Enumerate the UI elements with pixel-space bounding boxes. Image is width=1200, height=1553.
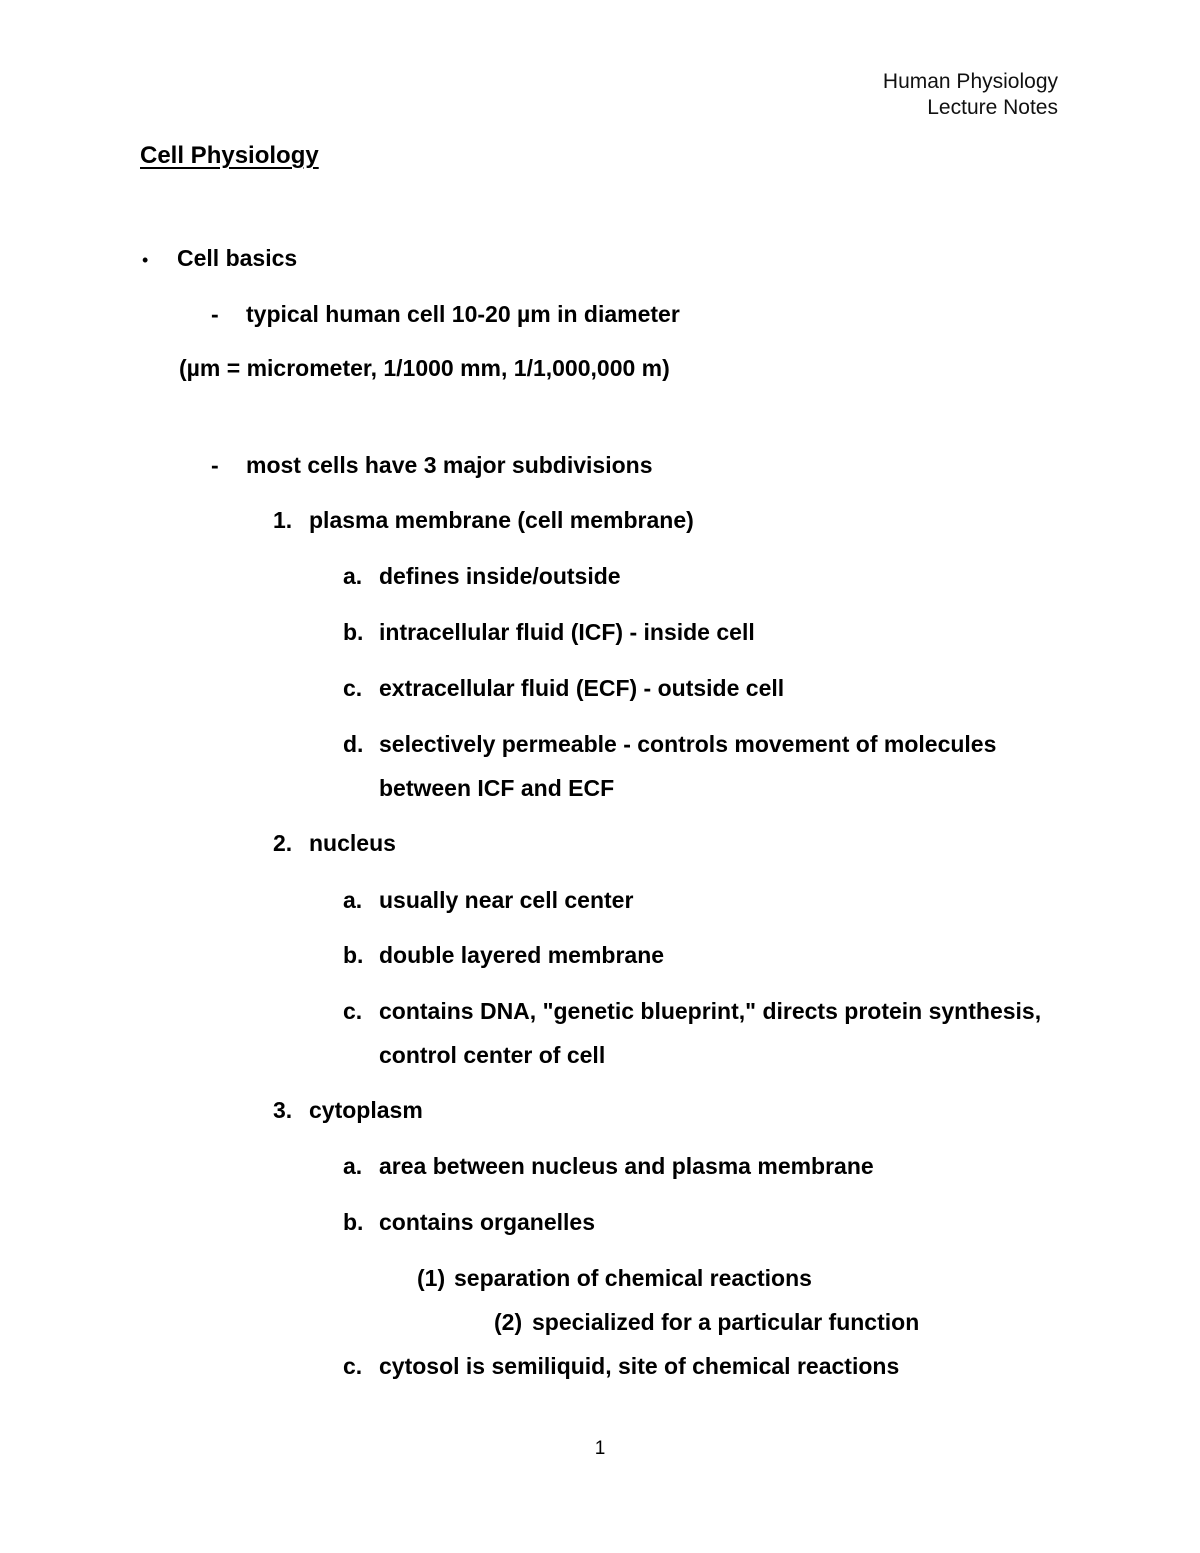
subdivision-nucleus: nucleus (309, 830, 396, 856)
list-letter: a. (343, 563, 363, 589)
list-item: contains DNA, "genetic blueprint," directs protein synthesis, (379, 998, 1042, 1024)
list-letter: b. (343, 1209, 364, 1235)
list-item: selectively permeable - controls movement of molecules (379, 731, 997, 757)
list-number: 1. (273, 507, 293, 533)
unit-note: (µm = micrometer, 1/1000 mm, 1/1,000,000 m) (179, 355, 670, 381)
list-letter: c. (343, 998, 363, 1024)
dash-item-cell-size: typical human cell 10-20 µm in diameter (246, 301, 680, 327)
list-letter: b. (343, 619, 364, 645)
list-letter: a. (343, 887, 363, 913)
sub-point-number: (1) (417, 1265, 446, 1291)
bullet-marker: • (142, 250, 149, 270)
list-item: usually near cell center (379, 887, 634, 913)
sub-point-number: (2) (494, 1309, 523, 1335)
subdivision-cytoplasm: cytoplasm (309, 1097, 423, 1123)
header-course-name: Human Physiology (882, 70, 1058, 93)
list-item: area between nucleus and plasma membrane (379, 1153, 874, 1179)
dash-item-subdivisions: most cells have 3 major subdivisions (246, 452, 653, 478)
list-item: double layered membrane (379, 942, 665, 968)
list-number: 3. (273, 1097, 293, 1123)
list-letter: d. (343, 731, 364, 757)
list-item-continuation: between ICF and ECF (379, 775, 615, 801)
list-letter: b. (343, 942, 364, 968)
list-letter: c. (343, 675, 363, 701)
list-item: defines inside/outside (379, 563, 621, 589)
list-letter: c. (343, 1353, 363, 1379)
list-item-continuation: control center of cell (379, 1042, 606, 1068)
list-item: contains organelles (379, 1209, 596, 1235)
list-number: 2. (273, 830, 293, 856)
bullet-cell-basics: Cell basics (177, 245, 298, 271)
page-title: Cell Physiology (140, 142, 319, 169)
page-number: 1 (594, 1438, 606, 1459)
subdivision-plasma-membrane: plasma membrane (cell membrane) (309, 507, 694, 533)
list-item: extracellular fluid (ECF) - outside cell (379, 675, 785, 701)
list-item: cytosol is semiliquid, site of chemical reactions (379, 1353, 900, 1379)
dash-marker: - (211, 452, 219, 478)
list-letter: a. (343, 1153, 363, 1179)
list-item: intracellular fluid (ICF) - inside cell (379, 619, 755, 645)
header-doc-type: Lecture Notes (927, 96, 1058, 119)
sub-point: specialized for a particular function (532, 1309, 920, 1335)
dash-marker: - (211, 301, 219, 327)
sub-point: separation of chemical reactions (454, 1265, 812, 1291)
